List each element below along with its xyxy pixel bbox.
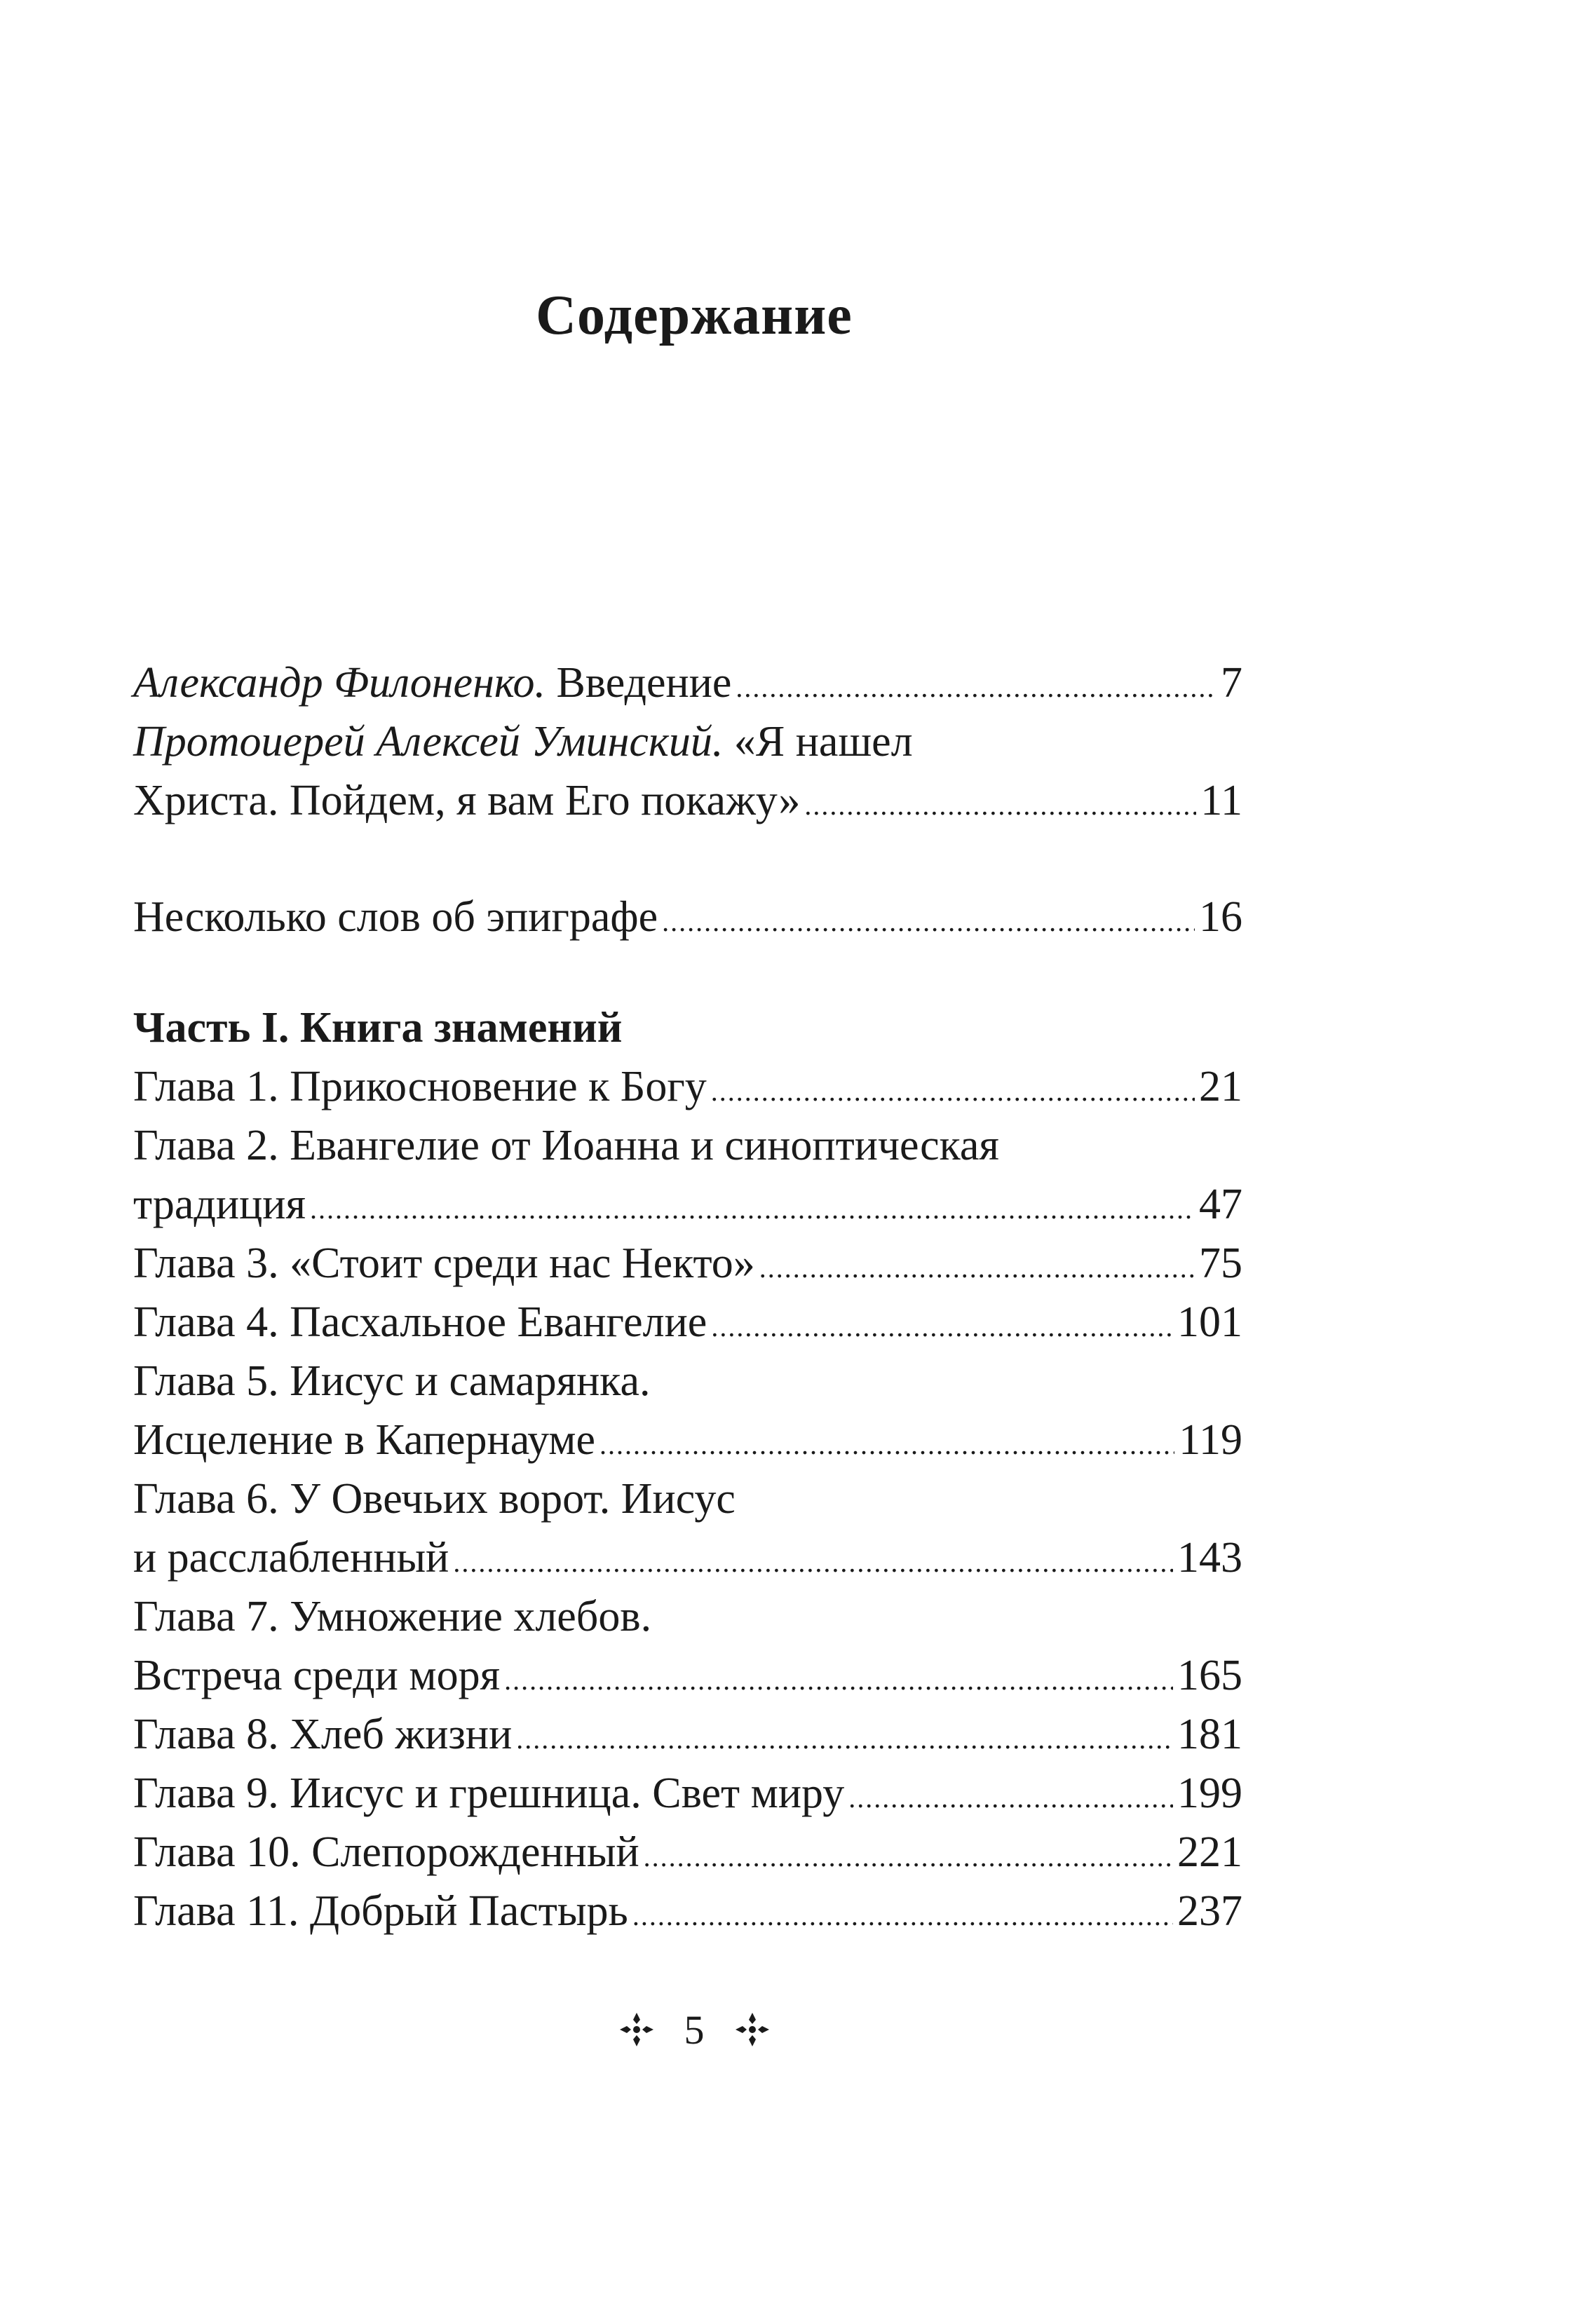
toc-entry-chapter-7-line1[interactable] (133, 1587, 1242, 1646)
leader-dots (453, 1533, 1173, 1592)
toc-entry-chapter-5-line1[interactable] (133, 1352, 1242, 1411)
leader-dots (504, 1651, 1173, 1710)
entry-author: Александр Филоненко. (133, 659, 546, 707)
leader-dots (516, 1710, 1173, 1769)
page-number: 237 (1177, 1887, 1242, 1935)
leader-dots (599, 1415, 1174, 1474)
entry-title-continuation: Христа. Пойдем, я вам Его покажу» (133, 777, 801, 824)
toc-entry-epigraph[interactable] (133, 888, 1242, 946)
entry-title-continuation: Встреча среди моря (133, 1652, 501, 1699)
page-number: 47 (1199, 1181, 1242, 1228)
toc-entry-chapter-6-line1[interactable] (133, 1469, 1242, 1528)
part-heading: Часть I. Книга знамений (133, 1004, 623, 1052)
toc-entry-chapter-2-line2[interactable] (133, 1175, 1242, 1234)
entry-author: Протоиерей Алексей Уминский. (133, 718, 724, 766)
toc-entry-chapter-5-line2[interactable] (133, 1411, 1242, 1469)
entry-title: Глава 5. Иисус и самарянка. (133, 1357, 651, 1405)
leader-dots (711, 1062, 1195, 1121)
entry-title: Глава 3. «Стоит среди нас Некто» (133, 1239, 755, 1287)
toc-entry-chapter-8[interactable] (133, 1705, 1242, 1764)
page-number: 143 (1177, 1534, 1242, 1582)
leader-dots (848, 1769, 1173, 1828)
cross-ornament-icon (617, 2010, 656, 2059)
page-number: 221 (1177, 1828, 1242, 1876)
page-number: 165 (1177, 1652, 1242, 1699)
toc-entry-chapter-4[interactable] (133, 1293, 1242, 1352)
entry-title: «Я нашел (723, 718, 913, 766)
entry-title: Глава 9. Иисус и грешница. Свет миру (133, 1769, 845, 1817)
toc-entry-introduction[interactable] (133, 653, 1242, 712)
page-number: 5 (684, 2007, 705, 2053)
toc-entry-chapter-11[interactable] (133, 1882, 1242, 1941)
page-number: 119 (1179, 1416, 1242, 1464)
table-of-contents (133, 653, 1242, 1941)
entry-title: Глава 4. Пасхальное Евангелие (133, 1298, 707, 1346)
leader-dots (711, 1298, 1173, 1357)
page-number: 21 (1199, 1063, 1242, 1110)
toc-entry-preface-line2[interactable] (133, 771, 1242, 830)
entry-title: Глава 10. Слепорожденный (133, 1828, 639, 1876)
leader-dots (310, 1180, 1195, 1239)
toc-entry-chapter-6-line2[interactable] (133, 1528, 1242, 1587)
entry-title: Глава 2. Евангелие от Иоанна и синоптическая (133, 1122, 999, 1169)
toc-entry-chapter-9[interactable] (133, 1764, 1242, 1823)
page-number: 199 (1177, 1769, 1242, 1817)
entry-title: Глава 8. Хлеб жизни (133, 1711, 513, 1758)
cross-ornament-icon (733, 2010, 772, 2059)
toc-entry-chapter-3[interactable] (133, 1234, 1242, 1293)
leader-dots (804, 776, 1196, 835)
toc-entry-preface-line1[interactable] (133, 712, 1242, 771)
entry-title: Глава 6. У Овечьих ворот. Иисус (133, 1475, 736, 1523)
leader-dots (632, 1887, 1173, 1945)
toc-entry-chapter-2-line1[interactable] (133, 1116, 1242, 1175)
page-number: 101 (1177, 1298, 1242, 1346)
page-title: Содержание (536, 285, 853, 346)
entry-title: Глава 1. Прикосновение к Богу (133, 1063, 707, 1110)
page-number: 181 (1177, 1711, 1242, 1758)
leader-dots (736, 658, 1217, 717)
page-number: 7 (1221, 659, 1242, 707)
entry-title: Глава 11. Добрый Пастырь (133, 1887, 628, 1935)
entry-title: Несколько слов об эпиграфе (133, 893, 658, 941)
toc-entry-chapter-10[interactable] (133, 1823, 1242, 1882)
leader-dots (759, 1239, 1195, 1298)
entry-title-continuation: традиция (133, 1181, 306, 1228)
toc-entry-chapter-1[interactable] (133, 1057, 1242, 1116)
page-number: 16 (1199, 893, 1242, 941)
page-folio (0, 2006, 1388, 2059)
page-number: 11 (1200, 777, 1242, 824)
entry-title-continuation: и расслабленный (133, 1534, 449, 1582)
page-number: 75 (1199, 1239, 1242, 1287)
leader-dots (662, 892, 1195, 951)
entry-title-continuation: Исцеление в Капернауме (133, 1416, 596, 1464)
leader-dots (644, 1828, 1173, 1887)
toc-entry-chapter-7-line2[interactable] (133, 1646, 1242, 1705)
entry-title: Глава 7. Умножение хлебов. (133, 1593, 652, 1640)
entry-title: Введение (545, 659, 732, 707)
